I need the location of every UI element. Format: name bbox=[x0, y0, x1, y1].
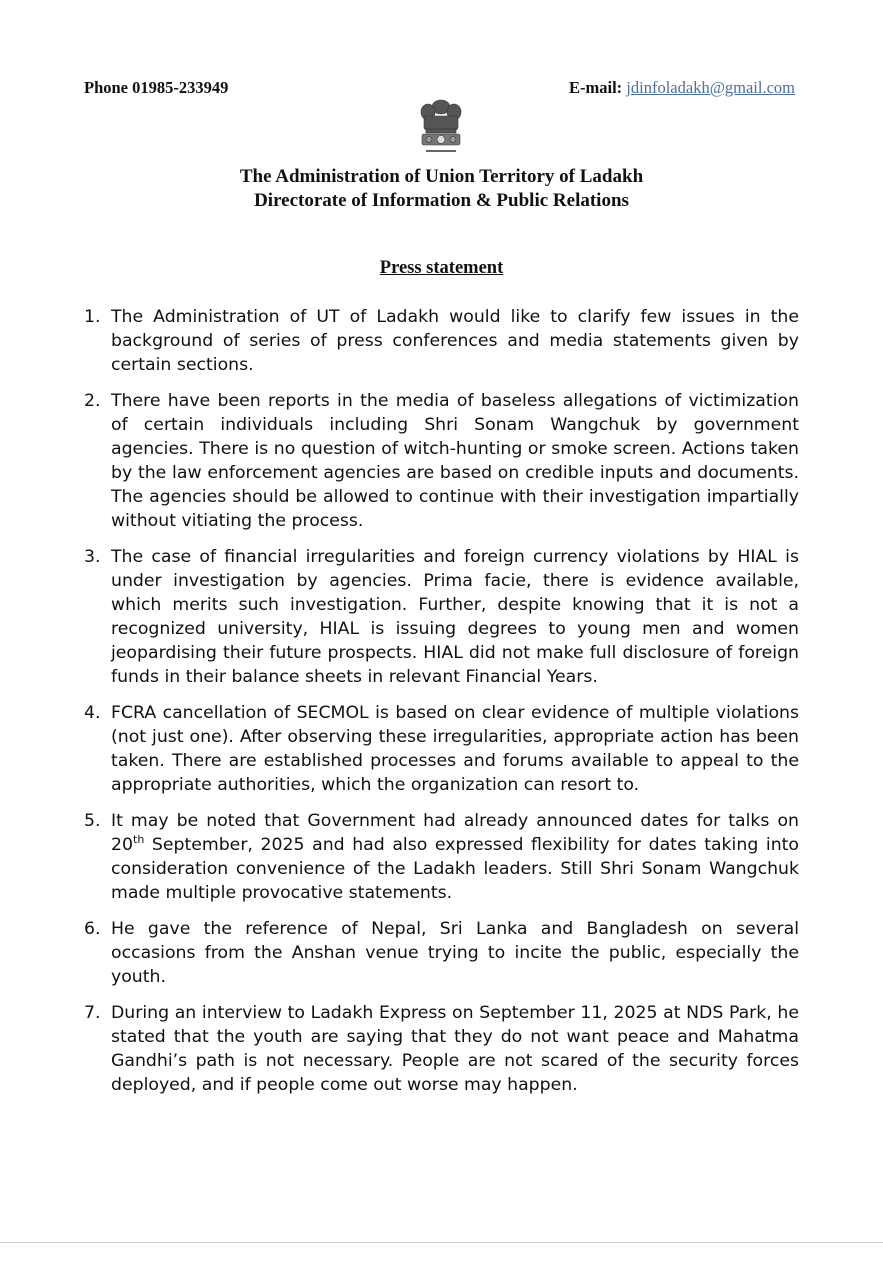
email-link[interactable]: jdinfoladakh@gmail.com bbox=[626, 78, 795, 97]
list-item bbox=[84, 701, 799, 797]
item-text-end: September, 2025 and had also expressed flexibility for dates taking into consideration convenience of the Ladakh leaders. Still Shri Sonam Wangchuk made multiple provocative statements. bbox=[111, 835, 799, 903]
list-item bbox=[84, 1001, 799, 1097]
item-number: 4. bbox=[84, 703, 101, 723]
item-number: 1. bbox=[84, 307, 101, 327]
email-label: E-mail: bbox=[569, 78, 623, 97]
title-line-2: Directorate of Information & Public Relations bbox=[254, 190, 629, 211]
list-item bbox=[84, 917, 799, 989]
item-text: He gave the reference of Nepal, Sri Lanka and Bangladesh on several occasions from the Anshan venue trying to incite the public, especially the youth. bbox=[111, 919, 799, 987]
item-number: 3. bbox=[84, 547, 101, 567]
phone-number: Phone 01985-233949 bbox=[84, 78, 229, 97]
item-text: FCRA cancellation of SECMOL is based on clear evidence of multiple violations (not just one). After observing these irregularities, appropriate action has been taken. There are established processes and forums available to appeal to the appropriate authorities, which the organization can resort to. bbox=[111, 703, 799, 795]
item-number: 6. bbox=[84, 919, 101, 939]
organization-titles bbox=[0, 165, 883, 213]
item-text-start: It may be noted that Government had already announced dates for talks on 20 bbox=[111, 811, 799, 855]
list-item bbox=[84, 545, 799, 689]
item-number: 2. bbox=[84, 391, 101, 411]
item-text: During an interview to Ladakh Express on September 11, 2025 at NDS Park, he stated that the youth are saying that they do not want peace and Mahatma Gandhi’s path is not necessary. People are not scared of the security forces deployed, and if people come out worse may happen. bbox=[111, 1003, 799, 1095]
statement-list bbox=[84, 305, 799, 1109]
title-line-1: The Administration of Union Territory of Ladakh bbox=[239, 166, 644, 187]
item-number: 7. bbox=[84, 1003, 101, 1023]
page-bottom-divider bbox=[0, 1242, 883, 1243]
national-emblem-icon bbox=[414, 98, 468, 160]
item-text: There have been reports in the media of baseless allegations of victimization of certain individuals including Shri Sonam Wangchuk by government agencies. There is no question of witch-hunting or smoke screen. Actions taken by the law enforcement agencies are based on credible inputs and documents. The agencies should be allowed to continue with their investigation impartially without vitiating the process. bbox=[111, 391, 799, 531]
item-text: The Administration of UT of Ladakh would like to clarify few issues in the background of series of press conferences and media statements given by certain sections. bbox=[111, 307, 799, 375]
item-number: 5. bbox=[84, 811, 101, 831]
list-item bbox=[84, 389, 799, 533]
press-statement-heading: Press statement bbox=[379, 258, 504, 278]
item-text: The case of financial irregularities and foreign currency violations by HIAL is under investigation by agencies. Prima facie, there is evidence available, which merits such investigation. Further, despite knowing that it is not a recognized university, HIAL is issuing degrees to young men and women jeopardising their future prospects. HIAL did not make full disclosure of foreign funds in their balance sheets in relevant Financial Years. bbox=[111, 547, 799, 687]
email-line bbox=[569, 78, 795, 98]
list-item bbox=[84, 809, 799, 905]
ordinal-suffix: th bbox=[133, 833, 145, 847]
list-item bbox=[84, 305, 799, 377]
